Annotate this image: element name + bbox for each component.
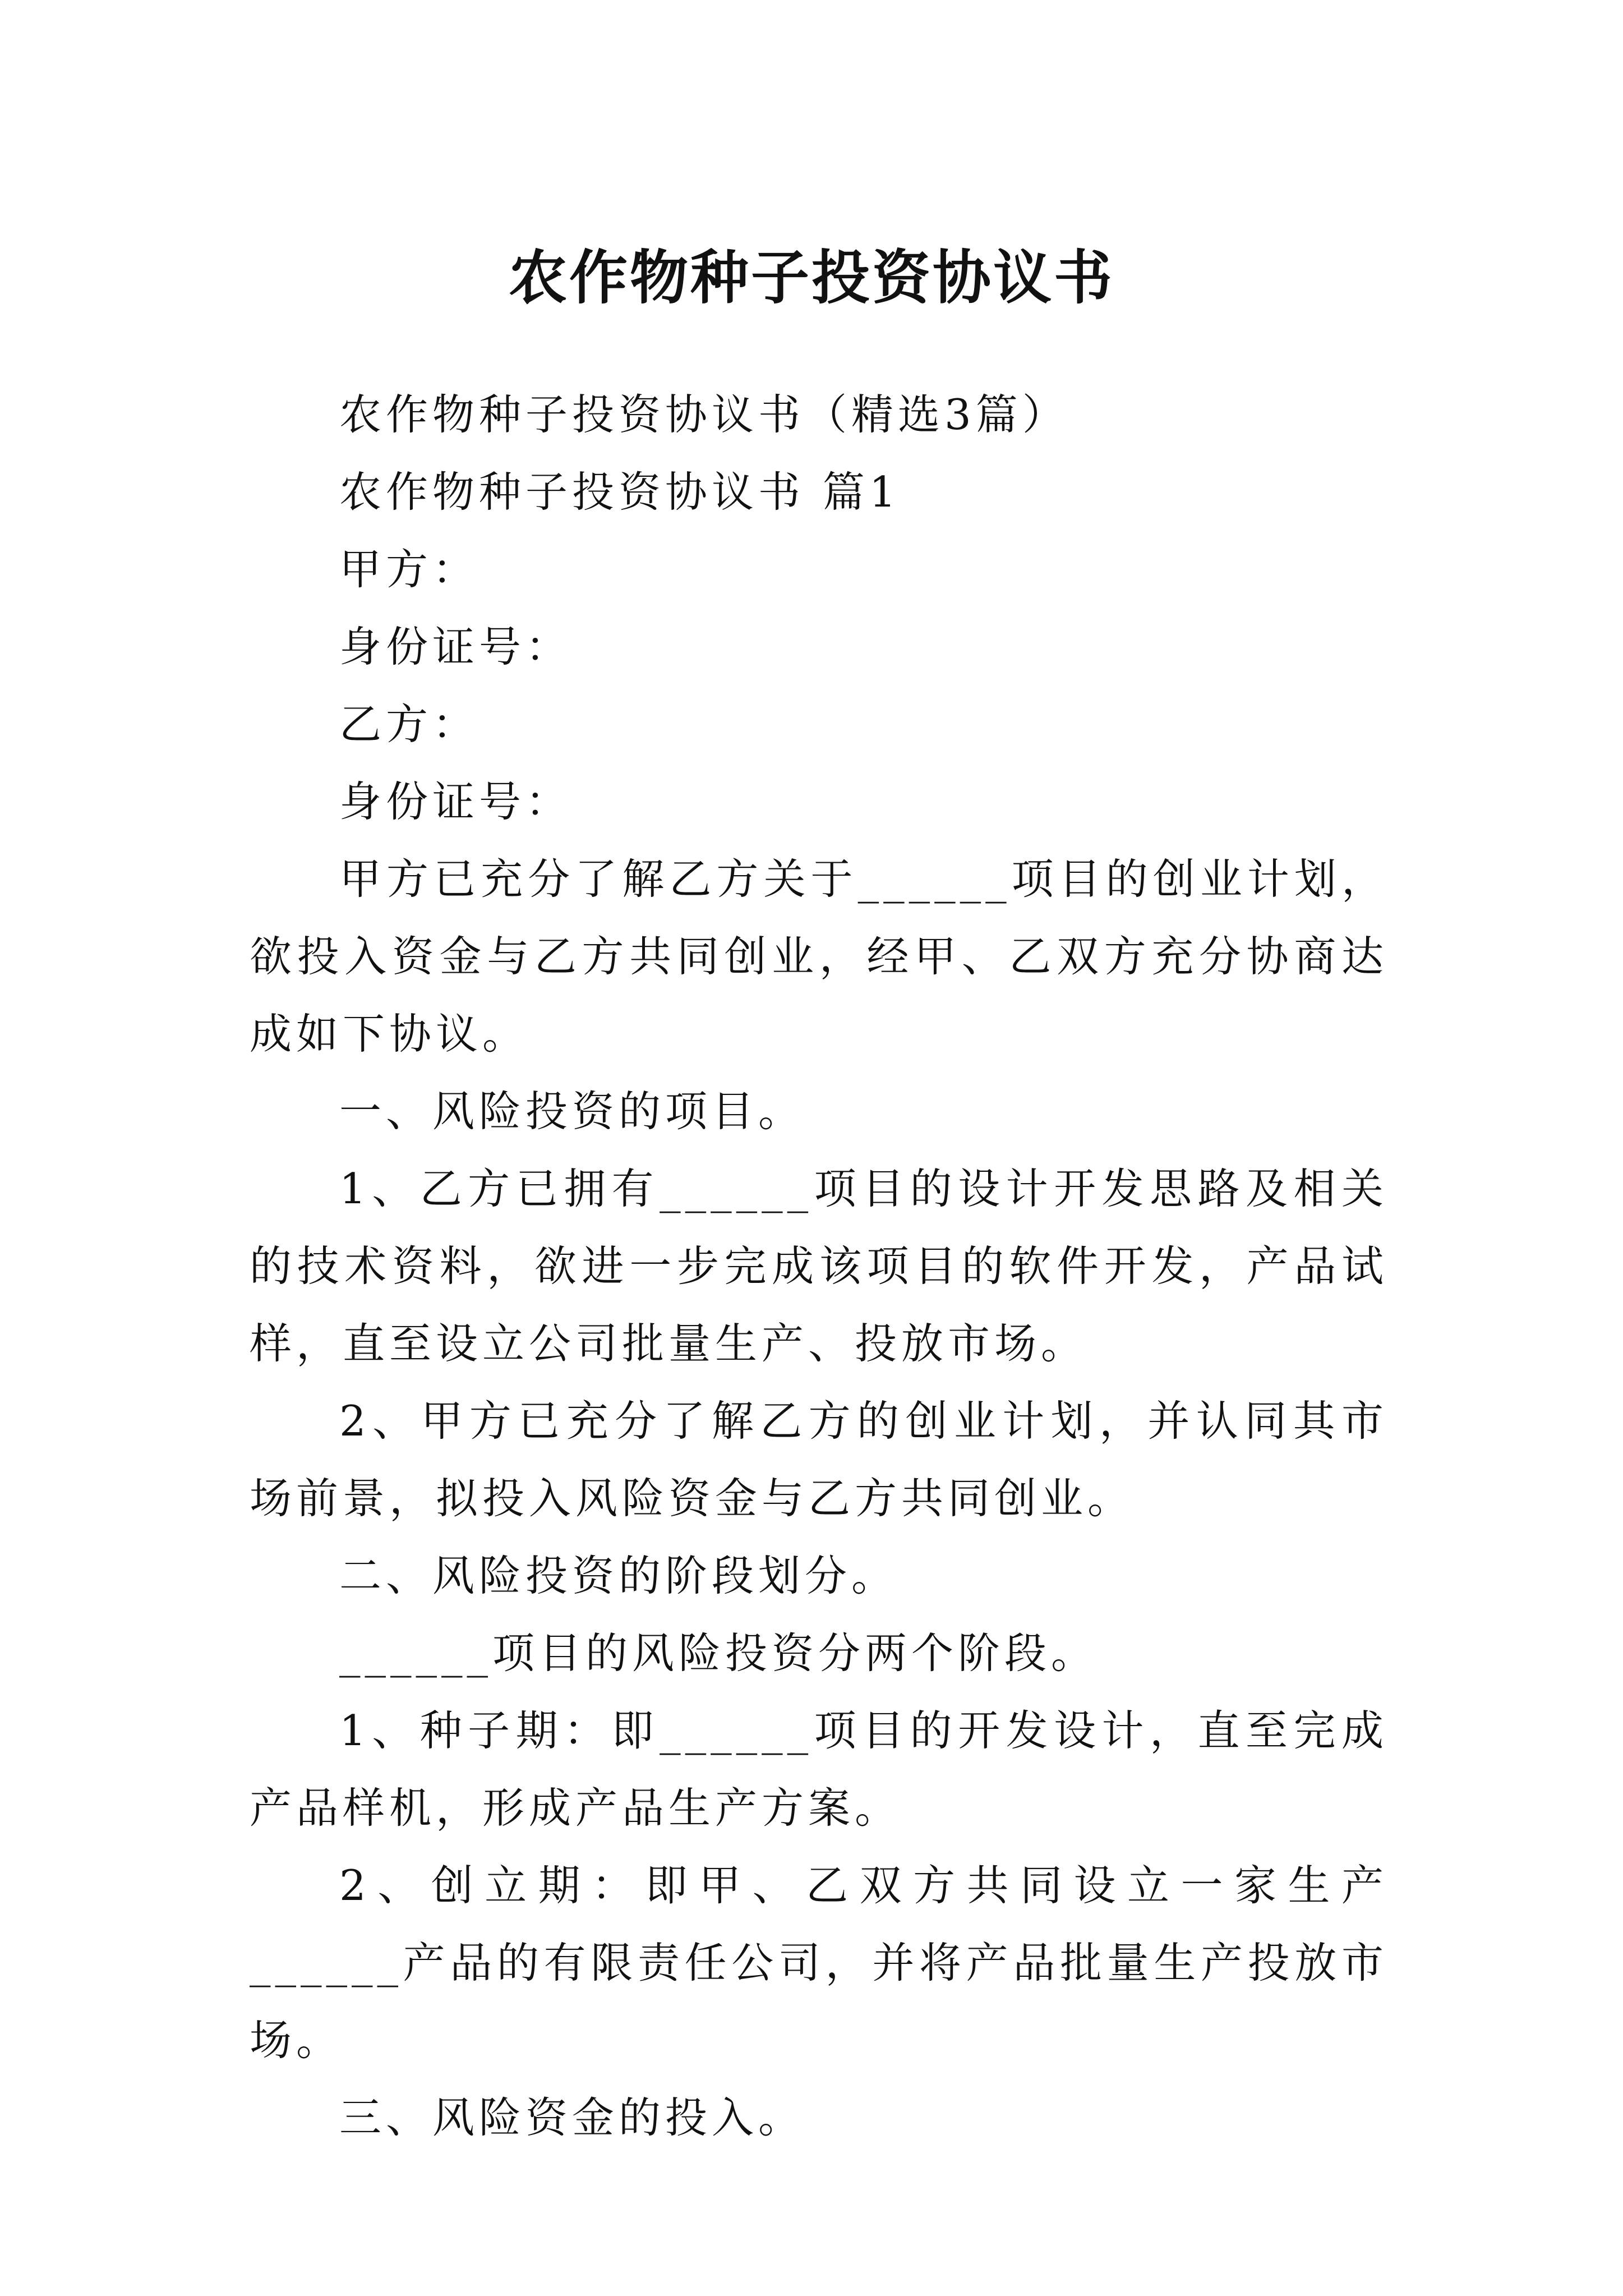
clause-one-item-two: 2、甲方已充分了解乙方的创业计划，并认同其市场前景，拟投入风险资金与乙方共同创业。	[250, 1396, 1388, 1523]
document-body	[250, 376, 1388, 2156]
party-b-label: 乙方：	[339, 700, 479, 749]
clause-two-item-two: 2、创立期：即甲、乙双方共同设立一家生产______产品的有限责任公司，并将产品批量生产投放市场。	[250, 1861, 1388, 2065]
agreement-intro-paragraph: 甲方已充分了解乙方关于______项目的创业计划，欲投入资金与乙方共同创业，经甲、乙双方充分协商达成如下协议。	[250, 854, 1388, 1059]
party-a-id-label: 身份证号：	[339, 622, 573, 671]
clause-one-heading: 一、风险投资的项目。	[339, 1087, 805, 1136]
section-heading-paragraph: 农作物种子投资协议书 篇1	[339, 467, 901, 517]
clause-two-item-one: 1、种子期：即______项目的开发设计，直至完成产品样机，形成产品生产方案。	[250, 1706, 1388, 1833]
clause-one-item-one: 1、乙方已拥有______项目的设计开发思路及相关的技术资料，欲进一步完成该项目的软件开发，产品试样，直至设立公司批量生产、投放市场。	[250, 1164, 1388, 1368]
clause-two-heading: 二、风险投资的阶段划分。	[339, 1551, 898, 1600]
clause-three-heading: 三、风险资金的投入。	[339, 2093, 805, 2142]
party-a-label: 甲方：	[339, 545, 479, 594]
clause-two-intro: ______项目的风险投资分两个阶段。	[339, 1628, 1098, 1678]
document-title: 农作物种子投资协议书	[508, 242, 1114, 312]
subtitle-paragraph: 农作物种子投资协议书（精选3篇）	[339, 390, 1069, 439]
party-b-id-label: 身份证号：	[339, 777, 573, 826]
